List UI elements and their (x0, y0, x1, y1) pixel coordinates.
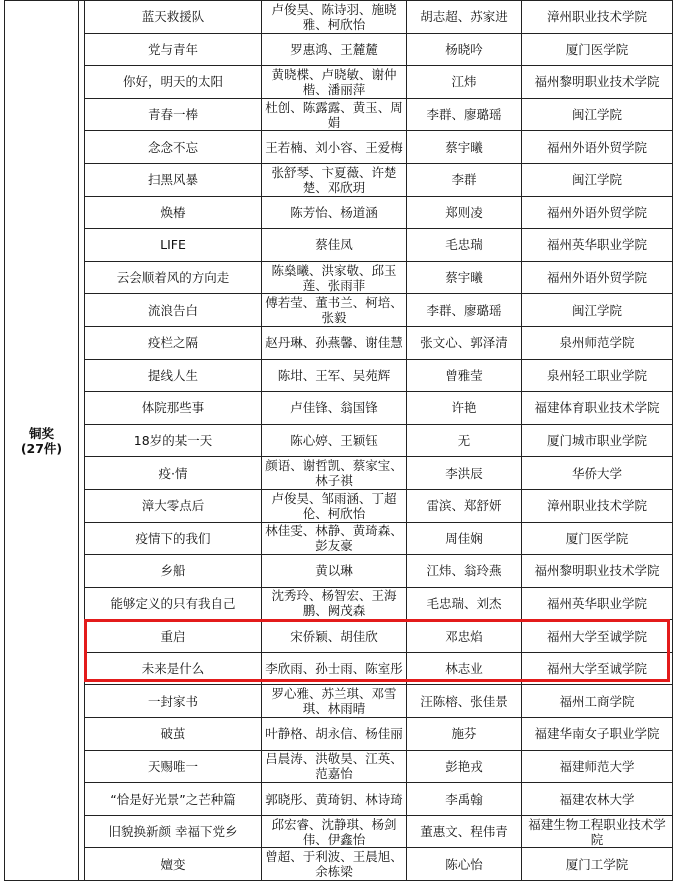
table-row (5, 489, 673, 522)
cell-school: 福州外语外贸学院 (522, 261, 673, 294)
cell-work: 流浪告白 (85, 294, 262, 327)
table-row (5, 620, 673, 653)
table-row (5, 392, 673, 425)
table-row (5, 555, 673, 588)
cell-authors: 杜创、陈露露、黄玉、周娟 (262, 98, 407, 131)
award-level: 铜奖 (28, 425, 54, 441)
cell-work: “恰是好光景”之芒种篇 (85, 783, 262, 816)
cell-authors: 陈燊曦、洪家敬、邱玉莲、张雨菲 (262, 261, 407, 294)
cell-school: 福州大学至诚学院 (522, 652, 673, 685)
table-row (5, 718, 673, 751)
cell-school: 福州外语外贸学院 (522, 131, 673, 164)
cell-work: 疫栏之隔 (85, 326, 262, 359)
table-row (5, 33, 673, 66)
cell-school: 华侨大学 (522, 457, 673, 490)
cell-work: 蓝天救援队 (85, 1, 262, 34)
cell-work: 你好，明天的太阳 (85, 66, 262, 99)
table-row (5, 131, 673, 164)
cell-authors: 罗心雅、苏兰琪、邓雪琪、林雨晴 (262, 685, 407, 718)
cell-school: 福建生物工程职业技术学院 (522, 815, 673, 848)
cell-work: 青春一棒 (85, 98, 262, 131)
cell-tutor: 汪陈榕、张佳景 (407, 685, 522, 718)
cell-tutor: 胡志超、苏家进 (407, 1, 522, 34)
cell-tutor: 李群、廖璐瑶 (407, 98, 522, 131)
cell-work: 疫·情 (85, 457, 262, 490)
cell-work: 旧貌换新颜 幸福下党乡 (85, 815, 262, 848)
awards-table (4, 0, 673, 881)
cell-authors: 郭晓彤、黄琦钥、林诗琦 (262, 783, 407, 816)
cell-work: 天赐唯一 (85, 750, 262, 783)
cell-work: 乡船 (85, 555, 262, 588)
cell-authors: 张舒琴、卞夏薇、许楚楚、邓欣玥 (262, 163, 407, 196)
cell-school: 福州工商学院 (522, 685, 673, 718)
award-count: (27件) (20, 440, 63, 456)
cell-tutor: 张文心、郭泽清 (407, 326, 522, 359)
cell-work: 未来是什么 (85, 652, 262, 685)
cell-school: 福州黎明职业技术学院 (522, 66, 673, 99)
cell-work: 破茧 (85, 718, 262, 751)
cell-tutor: 毛忠瑞 (407, 229, 522, 262)
cell-school: 福建师范大学 (522, 750, 673, 783)
table-row (5, 652, 673, 685)
cell-school: 厦门城市职业学院 (522, 424, 673, 457)
cell-tutor: 许艳 (407, 392, 522, 425)
cell-tutor: 李禹翰 (407, 783, 522, 816)
cell-authors: 叶静格、胡永信、杨佳丽 (262, 718, 407, 751)
cell-school: 福州外语外贸学院 (522, 196, 673, 229)
cell-tutor: 蔡宇曦 (407, 131, 522, 164)
cell-work: 能够定义的只有我自己 (85, 587, 262, 620)
cell-tutor: 杨晓吟 (407, 33, 522, 66)
cell-authors: 黄晓楪、卢晓敏、谢仲楷、潘丽萍 (262, 66, 407, 99)
cell-authors: 赵丹琳、孙燕馨、谢佳慧 (262, 326, 407, 359)
cell-work: 焕椿 (85, 196, 262, 229)
cell-tutor: 李群 (407, 163, 522, 196)
cell-school: 福建华南女子职业学院 (522, 718, 673, 751)
cell-work: 重启 (85, 620, 262, 653)
cell-tutor: 林志业 (407, 652, 522, 685)
cell-authors: 卢俊昊、邹雨涵、丁超伦、柯欣怡 (262, 489, 407, 522)
cell-tutor: 李群、廖璐瑶 (407, 294, 522, 327)
cell-tutor: 周佳娴 (407, 522, 522, 555)
table-row (5, 587, 673, 620)
cell-tutor: 江炜、翁玲燕 (407, 555, 522, 588)
cell-school: 福州大学至诚学院 (522, 620, 673, 653)
table-row (5, 750, 673, 783)
cell-school: 闽江学院 (522, 294, 673, 327)
table-row (5, 261, 673, 294)
cell-tutor: 蔡宇曦 (407, 261, 522, 294)
cell-school: 福建体育职业技术学院 (522, 392, 673, 425)
table-row (5, 326, 673, 359)
cell-work: 一封家书 (85, 685, 262, 718)
cell-tutor: 施芬 (407, 718, 522, 751)
awards-table-body (5, 1, 673, 881)
cell-work: 云会顺着风的方向走 (85, 261, 262, 294)
cell-work: 念念不忘 (85, 131, 262, 164)
cell-tutor: 毛忠瑞、刘杰 (407, 587, 522, 620)
table-row (5, 815, 673, 848)
table-row (5, 359, 673, 392)
cell-authors: 林佳雯、林静、黄琦森、彭友豪 (262, 522, 407, 555)
cell-tutor: 无 (407, 424, 522, 457)
table-row (5, 229, 673, 262)
cell-work: 18岁的某一天 (85, 424, 262, 457)
cell-tutor: 李洪辰 (407, 457, 522, 490)
cell-authors: 卢佳锋、翁国锋 (262, 392, 407, 425)
cell-work: 体院那些事 (85, 392, 262, 425)
cell-work: 嬗变 (85, 848, 262, 881)
table-row (5, 424, 673, 457)
cell-school: 福建农林大学 (522, 783, 673, 816)
cell-authors: 陈心婷、王颖钰 (262, 424, 407, 457)
table-row (5, 98, 673, 131)
cell-authors: 宋侨颖、胡佳欣 (262, 620, 407, 653)
table-row (5, 685, 673, 718)
table-row (5, 457, 673, 490)
cell-school: 漳州职业技术学院 (522, 489, 673, 522)
cell-school: 泉州轻工职业学院 (522, 359, 673, 392)
cell-authors: 蔡佳凤 (262, 229, 407, 262)
award-level-cell (5, 1, 79, 881)
cell-tutor: 陈心怡 (407, 848, 522, 881)
cell-work: 党与青年 (85, 33, 262, 66)
cell-school: 泉州师范学院 (522, 326, 673, 359)
cell-school: 厦门医学院 (522, 33, 673, 66)
cell-tutor: 郑则凌 (407, 196, 522, 229)
cell-school: 闽江学院 (522, 163, 673, 196)
table-row (5, 163, 673, 196)
cell-school: 闽江学院 (522, 98, 673, 131)
cell-school: 厦门医学院 (522, 522, 673, 555)
cell-authors: 傅若莹、董书兰、柯培、张毅 (262, 294, 407, 327)
cell-work: 漳大零点后 (85, 489, 262, 522)
cell-authors: 黄以琳 (262, 555, 407, 588)
cell-authors: 罗惠鸿、王麓麓 (262, 33, 407, 66)
cell-authors: 陈坩、王军、吴苑辉 (262, 359, 407, 392)
cell-tutor: 曾雅莹 (407, 359, 522, 392)
cell-school: 福州黎明职业技术学院 (522, 555, 673, 588)
cell-authors: 陈芳怡、杨道涵 (262, 196, 407, 229)
cell-school: 厦门工学院 (522, 848, 673, 881)
cell-school: 漳州职业技术学院 (522, 1, 673, 34)
table-row (5, 522, 673, 555)
cell-authors: 李欣雨、孙士雨、陈室彤 (262, 652, 407, 685)
cell-tutor: 邓忠焰 (407, 620, 522, 653)
table-row (5, 848, 673, 881)
cell-tutor: 彭艳戎 (407, 750, 522, 783)
cell-work: LIFE (85, 229, 262, 262)
cell-tutor: 雷滨、郑舒妍 (407, 489, 522, 522)
cell-tutor: 江炜 (407, 66, 522, 99)
cell-school: 福州英华职业学院 (522, 229, 673, 262)
cell-authors: 颜语、谢哲凯、蔡家宝、林子祺 (262, 457, 407, 490)
table-row (5, 1, 673, 34)
cell-authors: 沈秀玲、杨智宏、王海鹏、阙茂森 (262, 587, 407, 620)
cell-tutor: 董惠文、程伟青 (407, 815, 522, 848)
table-row (5, 294, 673, 327)
cell-authors: 邱宏睿、沈静琪、杨剑伟、伊鑫怡 (262, 815, 407, 848)
cell-school: 福州英华职业学院 (522, 587, 673, 620)
cell-authors: 王若楠、刘小容、王爱梅 (262, 131, 407, 164)
table-row (5, 783, 673, 816)
cell-work: 扫黑风暴 (85, 163, 262, 196)
cell-work: 疫情下的我们 (85, 522, 262, 555)
cell-authors: 曾超、于利波、王晨旭、余栋梁 (262, 848, 407, 881)
table-row (5, 196, 673, 229)
cell-work: 提线人生 (85, 359, 262, 392)
cell-authors: 卢俊昊、陈诗羽、施晓雅、柯欣怡 (262, 1, 407, 34)
cell-authors: 吕晨涛、洪敬昊、江英、范嘉怡 (262, 750, 407, 783)
table-row (5, 66, 673, 99)
